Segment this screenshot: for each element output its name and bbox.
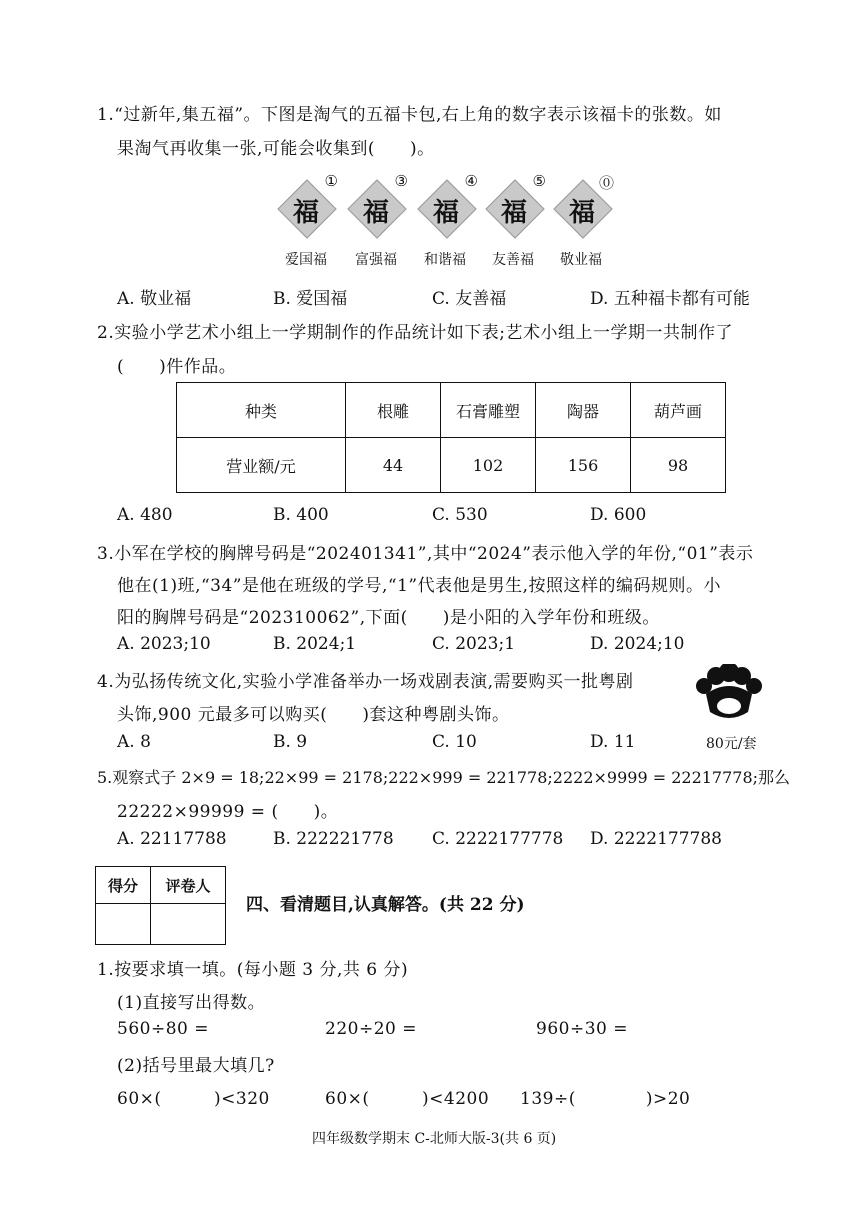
q1-option-b: B. 爱国福 — [273, 289, 348, 309]
table-cell: 44 — [346, 438, 441, 493]
q1-option-a: A. 敬业福 — [117, 289, 192, 309]
q1-line2: 果淘气再收集一张,可能会收集到( )。 — [117, 139, 435, 159]
table-row — [177, 438, 726, 493]
card-count: ④ — [464, 172, 478, 190]
grader-cell[interactable] — [151, 904, 226, 945]
table-header: 种类 — [177, 383, 346, 438]
table-row-label: 营业额/元 — [177, 438, 346, 493]
q1-line1: 1.“过新年,集五福”。下图是淘气的五福卡包,右上角的数字表示该福卡的张数。如 — [97, 105, 722, 125]
q4-line1: 4.为弘扬传统文化,实验小学准备举办一场戏剧表演,需要购买一批粤剧 — [97, 672, 634, 692]
card-label: 友善福 — [492, 252, 534, 268]
q5-line1: 5.观察式子 2×9 = 18;22×99 = 2178;222×999 = 221778;2222×9999 = 22217778;那么 — [97, 768, 791, 787]
card-count: ⑤ — [532, 172, 546, 190]
q4-option-b: B. 9 — [273, 732, 308, 752]
q5-option-a: A. 22117788 — [117, 829, 227, 849]
score-cell[interactable] — [96, 904, 151, 945]
q2-option-c: C. 530 — [432, 505, 488, 525]
fu-card — [488, 172, 546, 234]
opera-headdress-icon — [694, 664, 764, 726]
q1-option-c: C. 友善福 — [432, 289, 507, 309]
fu-card — [556, 174, 614, 234]
q2-option-d: D. 600 — [590, 505, 647, 525]
q4-line2: 头饰,900 元最多可以购买( )套这种粤剧头饰。 — [117, 705, 510, 725]
card-count: ⓪ — [598, 174, 614, 192]
price-label: 80元/套 — [706, 736, 757, 752]
table-cell: 156 — [536, 438, 631, 493]
fill-expr: 60×( )<320 — [117, 1089, 270, 1109]
s4-part1: (1)直接写出得数。 — [117, 993, 266, 1013]
q3-option-c: C. 2023;1 — [432, 634, 516, 654]
s4-q1-title: 1.按要求填一填。(每小题 3 分,共 6 分) — [97, 960, 409, 980]
q3-line1: 3.小军在学校的胸牌号码是“202401341”,其中“2024”表示他入学的年份,“01”表示 — [97, 544, 754, 564]
q5-line2: 22222×99999 = ( )。 — [117, 802, 339, 822]
q2-option-a: A. 480 — [117, 505, 173, 525]
card-count: ① — [324, 172, 338, 190]
table-header: 陶器 — [536, 383, 631, 438]
table-header: 石膏雕塑 — [441, 383, 536, 438]
fill-expr: 139÷( )>20 — [520, 1089, 691, 1109]
q1-option-d: D. 五种福卡都有可能 — [590, 289, 750, 309]
fu-card — [350, 172, 408, 234]
card-glyph: 福 — [292, 198, 319, 228]
q3-line2: 他在(1)班,“34”是他在班级的学号,“1”代表他是男生,按照这样的编码规则。小 — [117, 576, 722, 596]
grader-header: 评卷人 — [151, 867, 226, 904]
q2-line2: ( )件作品。 — [117, 357, 237, 377]
card-glyph: 福 — [432, 198, 459, 228]
card-label: 富强福 — [355, 252, 397, 268]
expr: 960÷30 = — [536, 1019, 628, 1039]
q4-option-d: D. 11 — [590, 732, 636, 752]
table-header: 葫芦画 — [631, 383, 726, 438]
q4-option-c: C. 10 — [432, 732, 477, 752]
fu-card — [420, 172, 478, 234]
table-header-row — [177, 383, 726, 438]
works-table — [176, 382, 726, 493]
card-count: ③ — [394, 172, 408, 190]
q5-option-d: D. 2222177788 — [590, 829, 722, 849]
q3-option-d: D. 2024;10 — [590, 634, 685, 654]
q5-option-c: C. 2222177778 — [432, 829, 564, 849]
q4-option-a: A. 8 — [117, 732, 151, 752]
q3-option-a: A. 2023;10 — [117, 634, 211, 654]
card-label: 爱国福 — [285, 252, 327, 268]
fill-expr: 60×( )<4200 — [325, 1089, 490, 1109]
q2-line1: 2.实验小学艺术小组上一学期制作的作品统计如下表;艺术小组上一学期一共制作了 — [97, 323, 733, 343]
s4-part2: (2)括号里最大填几? — [117, 1056, 275, 1076]
q3-line3: 阳的胸牌号码是“202310062”,下面( )是小阳的入学年份和班级。 — [117, 608, 660, 628]
q5-option-b: B. 222221778 — [273, 829, 394, 849]
card-glyph: 福 — [362, 198, 389, 228]
q3-option-b: B. 2024;1 — [273, 634, 357, 654]
card-label: 和谐福 — [424, 252, 466, 268]
score-table — [95, 866, 226, 945]
expr: 220÷20 = — [325, 1019, 417, 1039]
table-cell: 98 — [631, 438, 726, 493]
score-header: 得分 — [96, 867, 151, 904]
fu-card — [280, 172, 338, 234]
card-label: 敬业福 — [560, 252, 602, 268]
section-4-title: 四、看清题目,认真解答。(共 22 分) — [246, 895, 525, 915]
expr: 560÷80 = — [117, 1019, 209, 1039]
page-footer: 四年级数学期末 C-北师大版-3(共 6 页) — [312, 1131, 557, 1147]
card-glyph: 福 — [568, 198, 595, 228]
q2-option-b: B. 400 — [273, 505, 329, 525]
table-header: 根雕 — [346, 383, 441, 438]
card-glyph: 福 — [500, 198, 527, 228]
table-cell: 102 — [441, 438, 536, 493]
